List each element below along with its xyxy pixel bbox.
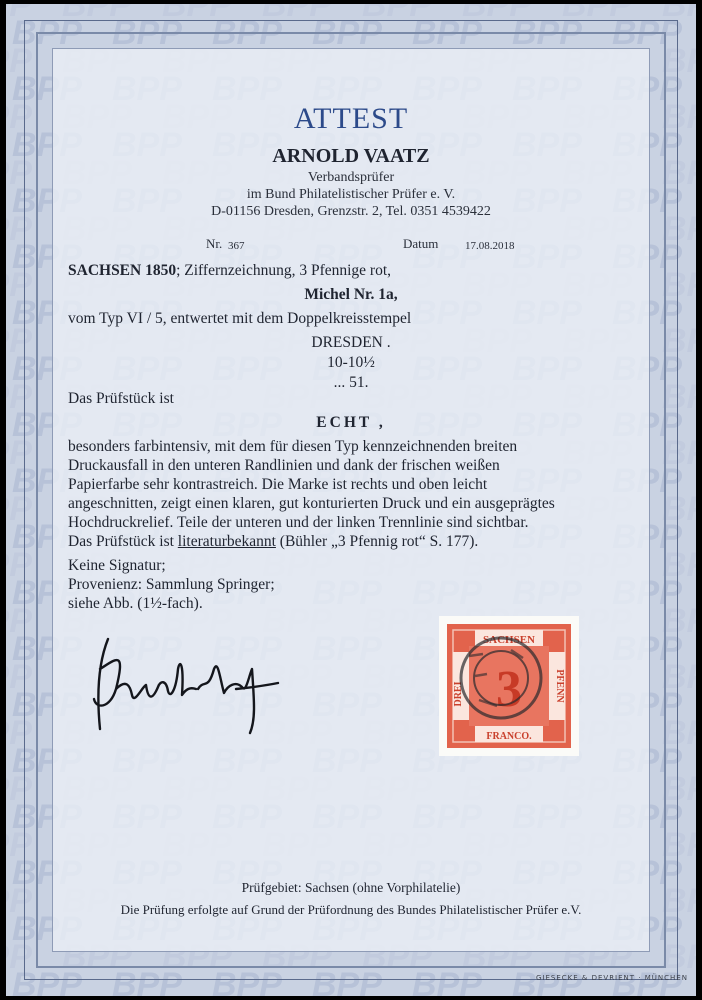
examiner-role: Verbandsprüfer <box>307 170 395 185</box>
stamp-issue: SACHSEN 1850 <box>68 262 177 279</box>
date-value: 17.08.2018 <box>465 240 515 252</box>
svg-text:PFENN: PFENN <box>554 669 565 703</box>
svg-text:DREI: DREI <box>453 681 464 707</box>
svg-text:3: 3 <box>496 661 522 718</box>
stamp-top-text: SACHSEN <box>483 634 535 646</box>
stamp-issue-line <box>68 262 391 280</box>
stamp-bottom-text: FRANCO. <box>486 731 532 742</box>
literature-keyword: literaturbekannt <box>177 533 276 550</box>
description-line: Papierfarbe sehr kontrastreich. Die Marke ist rechts und oben leicht <box>68 476 488 493</box>
description-line: Hochdruckrelief. Teile der unteren und der linken Trennlinie sind sichtbar. <box>68 514 529 531</box>
legal-notice: Die Prüfung erfolgte auf Grund der Prüfordnung des Bundes Philatelistischer Prüfer e.V. <box>120 902 582 917</box>
verdict-intro: Das Prüfstück ist <box>68 390 174 407</box>
examiner-signature <box>86 629 286 739</box>
type-line: vom Typ VI / 5, entwertet mit dem Doppelkreisstempel <box>68 310 412 327</box>
verdict-result: ECHT , <box>316 414 386 431</box>
stamp-photo <box>439 616 579 756</box>
certificate-sheet <box>6 4 696 996</box>
note-illustration: siehe Abb. (1½-fach). <box>68 595 203 612</box>
literature-reference: (Bühler „3 Pfennig rot“ S. 177). <box>275 533 479 550</box>
literature-prefix: Das Prüfstück ist <box>68 533 178 550</box>
nr-label: Nr. <box>206 236 223 251</box>
michel-number: Michel Nr. 1a, <box>304 286 398 303</box>
note-provenance: Provenienz: Sammlung Springer; <box>68 576 275 593</box>
date-label: Datum <box>403 236 439 251</box>
cancel-city: DRESDEN . <box>311 334 391 351</box>
note-signature: Keine Signatur; <box>68 557 166 574</box>
examination-scope: Prüfgebiet: Sachsen (ohne Vorphilatelie) <box>241 880 461 895</box>
description-line: Druckausfall in den unteren Randlinien und dank der frischen weißen <box>68 457 500 474</box>
stamp-issue-details: ; Ziffernzeichnung, 3 Pfennige rot, <box>176 262 392 279</box>
description-line: besonders farbintensiv, mit dem für diesen Typ kennzeichnenden breiten <box>68 438 518 455</box>
cancel-year: ... 51. <box>333 374 369 391</box>
nr-value: 367 <box>228 240 245 252</box>
literature-line <box>68 533 478 551</box>
certificate-title: ATTEST <box>293 102 409 135</box>
association-name: im Bund Philatelistischer Prüfer e. V. <box>246 187 456 202</box>
printer-imprint: GIESECKE & DEVRIENT · MÜNCHEN <box>536 974 688 982</box>
examiner-address: D-01156 Dresden, Grenzstr. 2, Tel. 0351 4539422 <box>211 204 491 219</box>
cancel-time: 10-10½ <box>327 354 375 371</box>
examiner-name: ARNOLD VAATZ <box>272 145 430 167</box>
description-line: angeschnitten, zeigt einen klaren, gut konturierten Druck und ein ausgeprägtes <box>68 495 555 512</box>
